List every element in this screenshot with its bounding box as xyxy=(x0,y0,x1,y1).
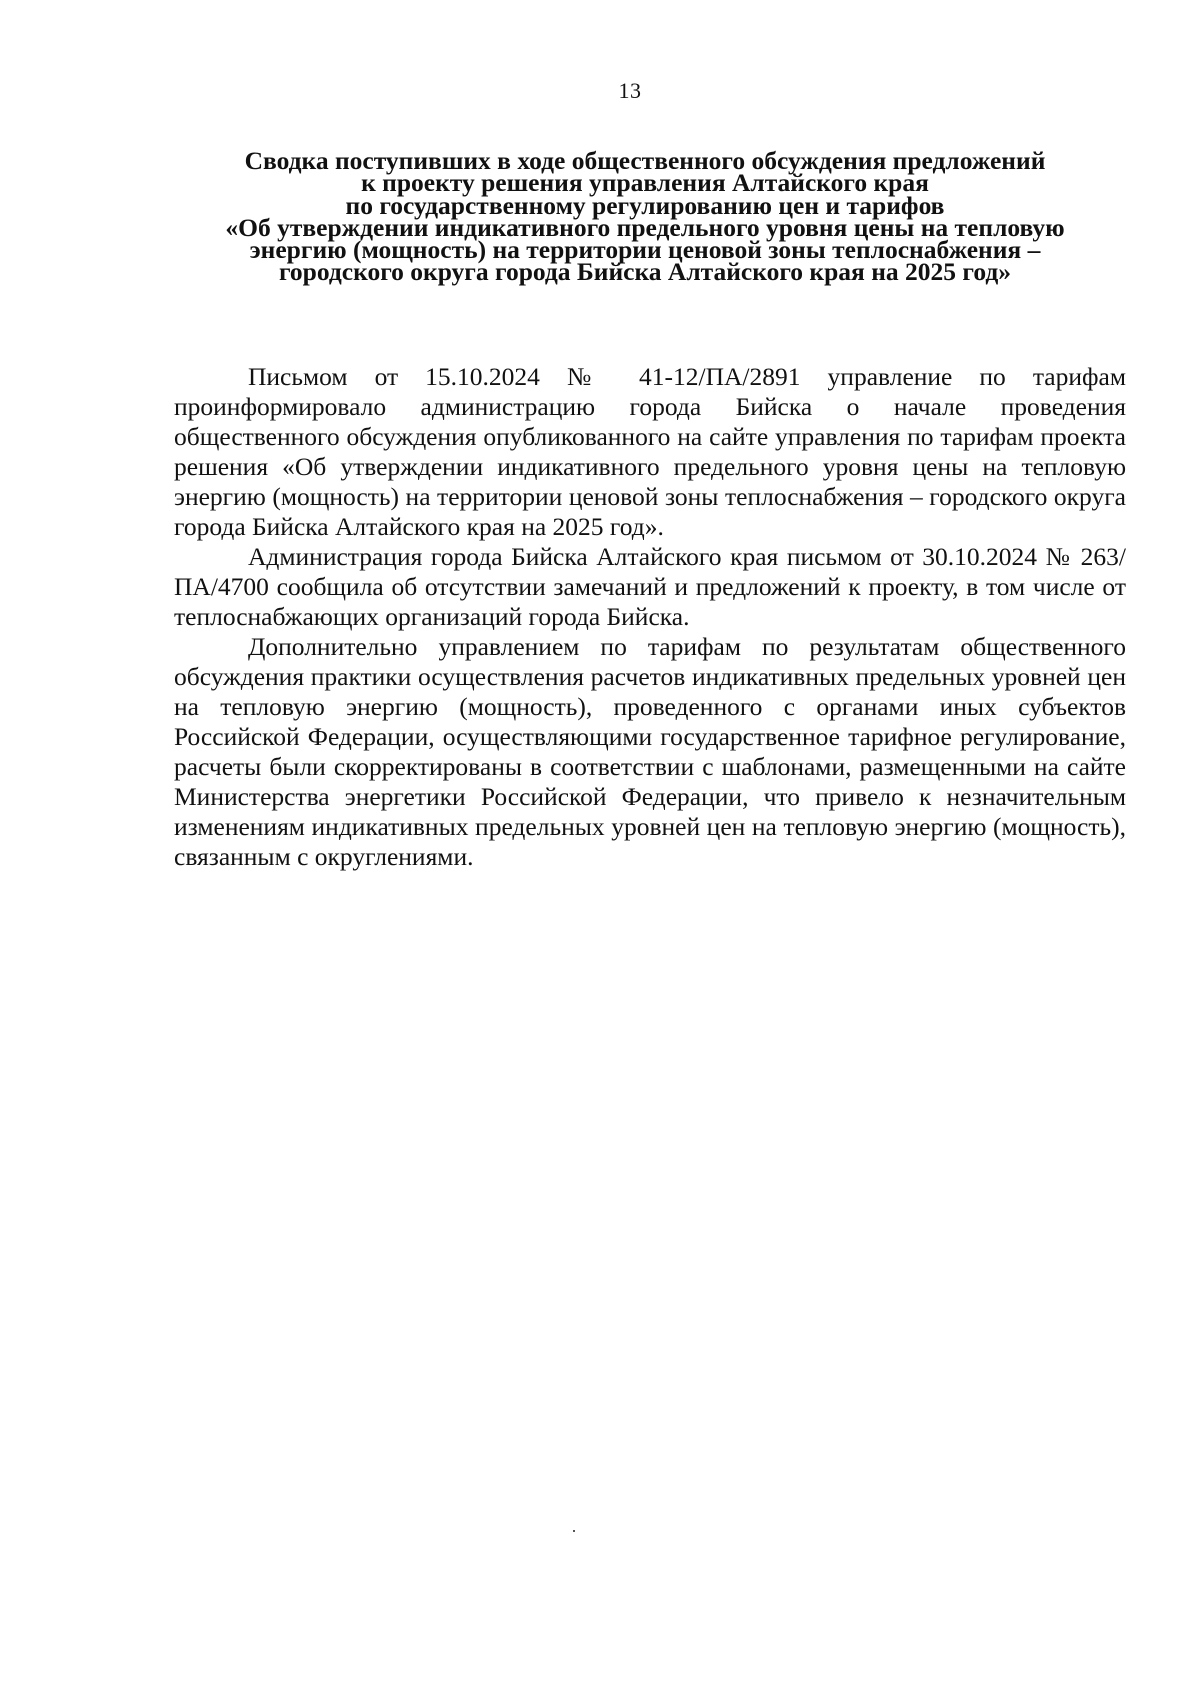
document-body xyxy=(174,362,1126,872)
title-line: энергию (мощность) на территории ценовой зоны теплоснабжения – xyxy=(249,235,1041,265)
paragraph-administration-reply: Администрация города Бийска Алтайского края письмом от 30.10.2024 № 263/ПА/4700 сообщила об отсутствии замечаний и предложений к проекту, в том числе от теплоснабжающих организаций города Бийска. xyxy=(174,542,1126,631)
title-line: Сводка поступивших в ходе общественного обсуждения предложений xyxy=(244,146,1046,175)
title-line: по государственному регулированию цен и тарифов xyxy=(345,190,945,220)
title-line: «Об утверждении индикативного предельного уровня цены на тепловую xyxy=(225,212,1065,242)
paragraph-calculation-adjustment: Дополнительно управлением по тарифам по результатам общественного обсуждения практики осуществления расчетов индикативных предельных уровней цен на тепловую энергию (мощность), проведенного с органами иных субъектов Российской Федерации, осуществляющими государственное тарифное регулирование, расчеты были скорректированы в соответствии с шаблонами, размещенными на сайте Министерства энергетики Российской Федерации, что привело к незначительным изменениям индикативных предельных уровней цен на тепловую энергию (мощность), связанным с округлениями. xyxy=(174,632,1126,871)
page-number: 13 xyxy=(618,78,642,103)
document-title xyxy=(160,146,1130,287)
scan-speck xyxy=(573,1530,575,1532)
title-line: городского округа города Бийска Алтайского края на 2025 год» xyxy=(278,257,1012,287)
paragraph-notification-letter: Письмом от 15.10.2024 № 41-12/ПА/2891 управление по тарифам проинформировало администрацию города Бийска о начале проведения общественного обсуждения опубликованного на сайте управления по тарифам проекта решения «Об утверждении индикативного предельного уровня цены на тепловую энергию (мощность) на территории ценовой зоны теплоснабжения – городского округа города Бийска Алтайского края на 2025 год». xyxy=(174,362,1126,541)
title-line: к проекту решения управления Алтайского края xyxy=(361,168,929,198)
